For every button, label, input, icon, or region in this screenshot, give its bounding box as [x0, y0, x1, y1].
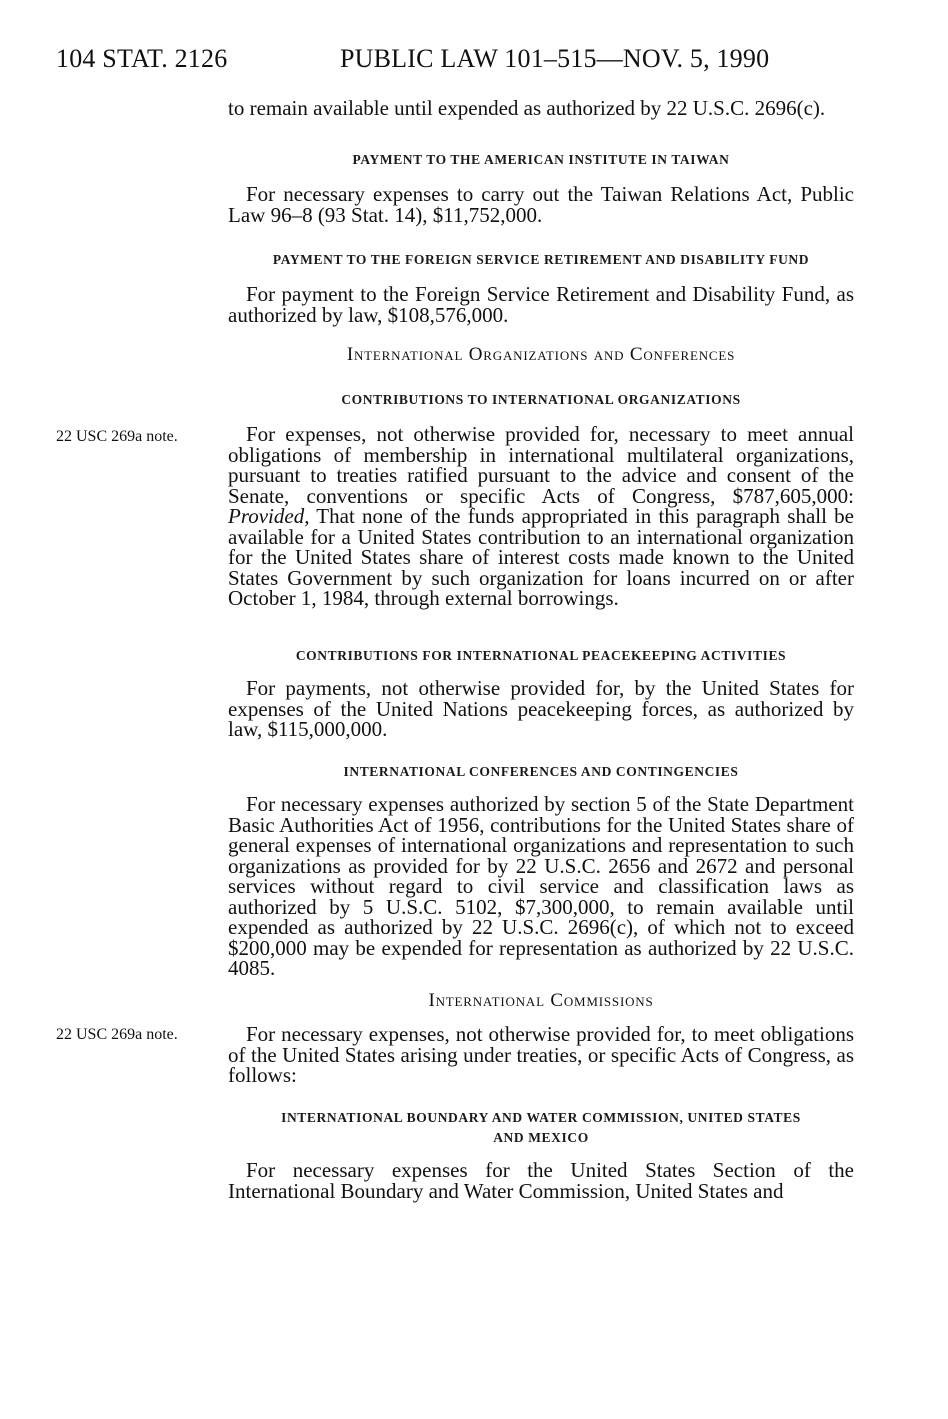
paragraph-cipa	[228, 678, 854, 740]
section-heading-cio: CONTRIBUTIONS TO INTERNATIONAL ORGANIZATIONS	[341, 392, 741, 407]
section-heading-icc: INTERNATIONAL CONFERENCES AND CONTINGENCIES	[343, 764, 739, 779]
paragraph-text-a: For expenses, not otherwise provided for, necessary to meet annual obligations of membership in international multilateral organizations, pursuant to treaties ratified pursuant to the advice and consent of the Senate, conventions or specific Acts of Congress, $787,605,000:	[228, 422, 854, 508]
paragraph-text: For necessary expenses for the United States Section of the International Boundary and Water Commission, United States and	[228, 1158, 854, 1203]
paragraph-ic	[228, 1024, 854, 1086]
section-heading-ibwc-line1: INTERNATIONAL BOUNDARY AND WATER COMMISSION, UNITED STATES	[281, 1110, 801, 1125]
continuation-paragraph	[228, 98, 854, 119]
page-reference: 104 STAT. 2126	[56, 44, 228, 73]
paragraph-text: For necessary expenses authorized by section 5 of the State Department Basic Authorities Act of 1956, contributions for the United States share of general expenses of international organizations and representation to such organizations as provided for by 22 U.S.C. 2656 and 2672 and personal services without regard to civil service and classification laws as authorized by 5 U.S.C. 5102, $7,300,000, to remain available until expended as authorized by 22 U.S.C. 2696(c), of which not to exceed $200,000 may be expended for representation as authorized by 22 U.S.C. 4085.	[228, 792, 854, 980]
title-heading-ioc: International Organizations and Conferences	[346, 344, 736, 365]
paragraph-text: For payment to the Foreign Service Retirement and Disability Fund, as authorized by law, $108,576,000.	[228, 282, 854, 327]
paragraph-ait	[228, 184, 854, 225]
section-heading-cipa: CONTRIBUTIONS FOR INTERNATIONAL PEACEKEEPING ACTIVITIES	[295, 648, 787, 663]
provided-italic: Provided,	[228, 504, 310, 528]
page-title: PUBLIC LAW 101–515—NOV. 5, 1990	[340, 44, 770, 73]
paragraph-text: For necessary expenses, not otherwise provided for, to meet obligations of the United States arising under treaties, or specific Acts of Congress, as follows:	[228, 1022, 854, 1087]
paragraph-text: For payments, not otherwise provided for, by the United States for expenses of the United Nations peacekeeping forces, as authorized by law, $115,000,000.	[228, 676, 854, 741]
paragraph-text: to remain available until expended as authorized by 22 U.S.C. 2696(c).	[228, 96, 826, 120]
paragraph-text-b: That none of the funds appropriated in this paragraph shall be available for a United States contribution to an international organization for the United States share of interest costs made known to the United States Government by such organization for loans incurred on or after October 1, 1984, through external borrowings.	[228, 504, 854, 610]
section-heading-ibwc-line2: AND MEXICO	[493, 1130, 589, 1145]
paragraph-text: For necessary expenses to carry out the Taiwan Relations Act, Public Law 96–8 (93 Stat. 14), $11,752,000.	[228, 182, 854, 227]
paragraph-icc	[228, 794, 854, 979]
paragraph-fsrd	[228, 284, 854, 325]
margin-note-cio: 22 USC 269a note.	[56, 428, 178, 445]
paragraph-ibwc	[228, 1160, 854, 1201]
section-heading-fsrd: PAYMENT TO THE FOREIGN SERVICE RETIREMENT AND DISABILITY FUND	[272, 252, 810, 267]
section-heading-ait: PAYMENT TO THE AMERICAN INSTITUTE IN TAIWAN	[352, 152, 730, 167]
title-heading-ic: International Commissions	[428, 990, 654, 1011]
margin-note-ic: 22 USC 269a note.	[56, 1026, 178, 1043]
paragraph-text	[228, 424, 854, 609]
paragraph-cio	[228, 424, 854, 609]
